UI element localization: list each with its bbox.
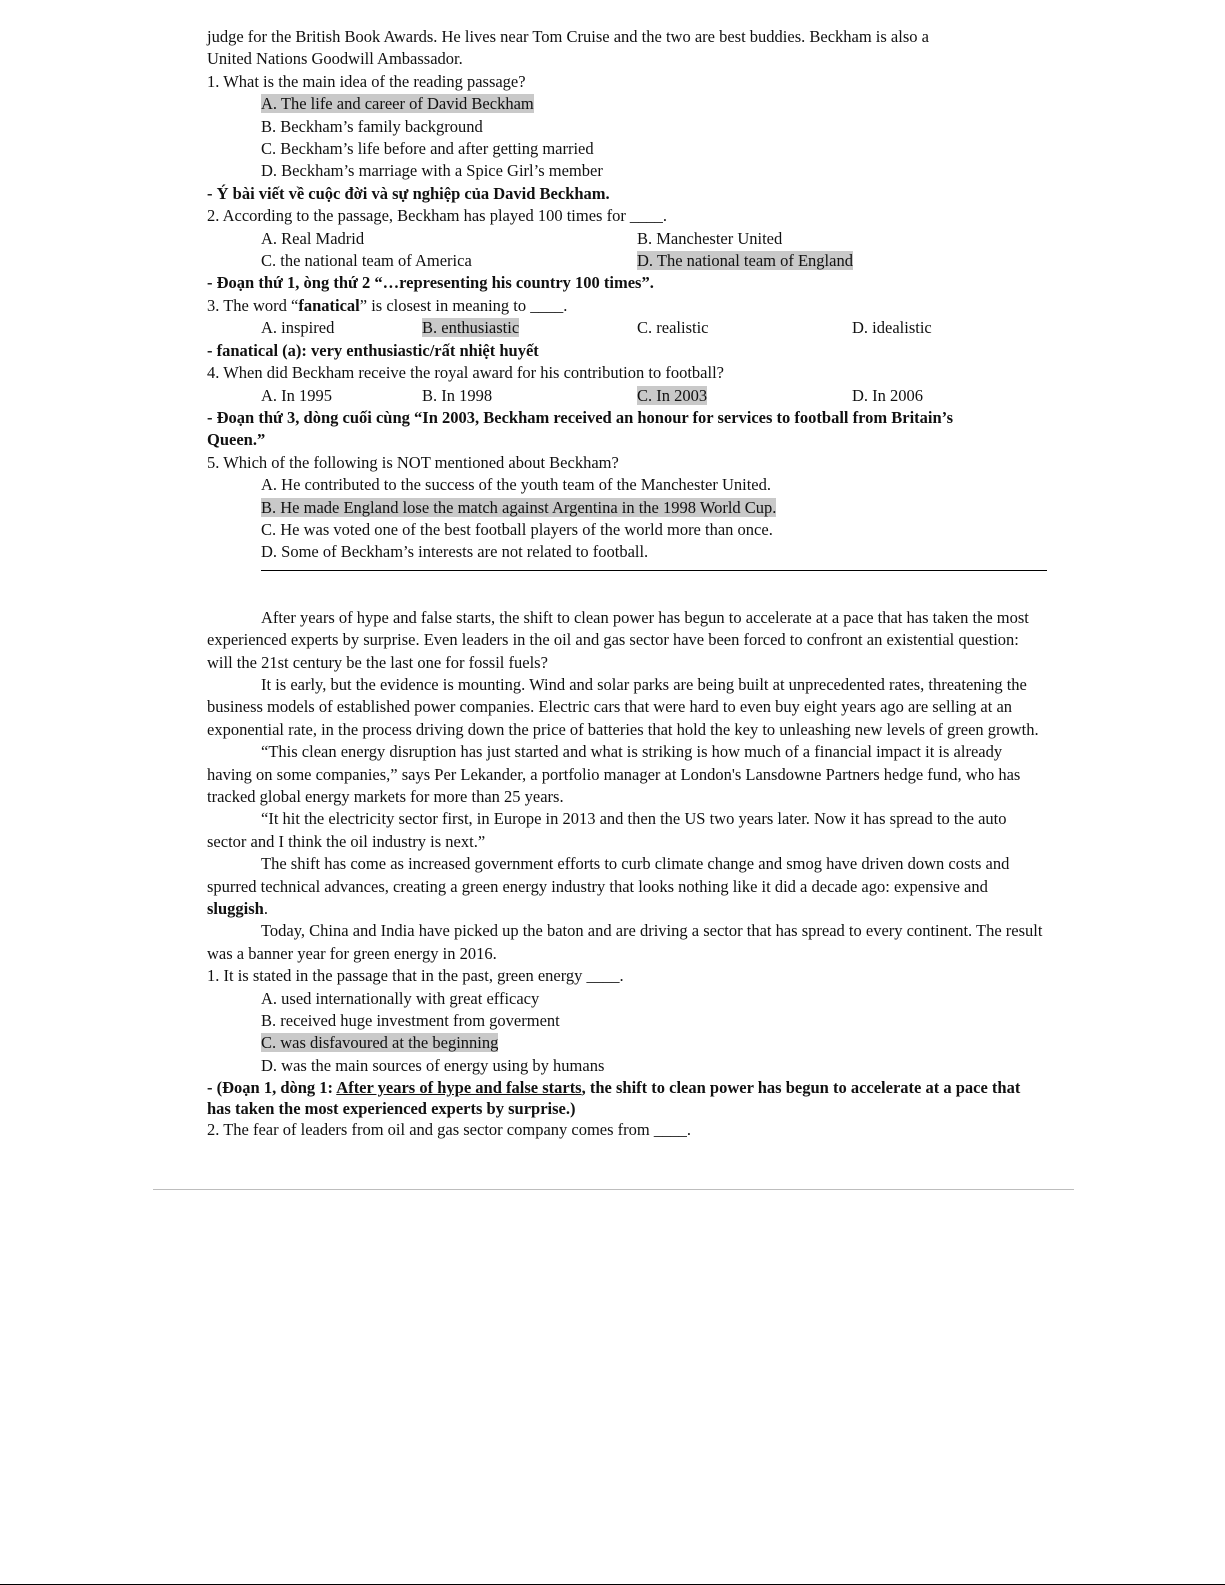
option-b[interactable] [207,497,1047,519]
answer-highlight: B. enthusiastic [422,318,520,338]
passage1-line: United Nations Goodwill Ambassador. [207,49,463,69]
page-bottom-divider [153,1189,1074,1190]
document-page [207,26,1047,1142]
option-d[interactable]: D. In 2006 [852,385,924,405]
option-c[interactable] [207,1032,1047,1054]
paragraph: “This clean energy disruption has just started and what is striking is how much of a financial impact it is already having on some companies,” says Per Lekander, a portfolio manager at London's Lansdowne Partners hedge fund, who has tracked global energy markets for more than 25 years. [207,742,1021,806]
option-a[interactable]: A. inspired [261,318,335,338]
option-b[interactable]: B. In 1998 [422,385,493,405]
explanation: - (Đoạn 1, dòng 1: After years of hype and false starts, the shift to clean power has begun to accelerate at a pace that has taken the most experienced experts by surprise.) [207,1078,1021,1119]
option-d[interactable]: D. was the main sources of energy using by humans [261,1055,605,1075]
explanation: - Ý bài viết về cuộc đời và sự nghiệp của David Beckham. [207,183,610,203]
option-b[interactable] [422,317,637,339]
option-d[interactable]: D. idealistic [852,318,932,338]
options-row [207,250,1047,272]
paragraph: After years of hype and false starts, the shift to clean power has begun to accelerate at a pace that has taken the most experienced experts by surprise. Even leaders in the oil and gas sector have been forced to confront an existential question: will the 21st century be the last one for fossil fuels? [207,607,1029,672]
question-2: 2. According to the passage, Beckham has played 100 times for ____. [207,206,668,226]
passage1-line: judge for the British Book Awards. He lives near Tom Cruise and the two are best buddies. Beckham is also a [207,27,929,46]
options-row [207,385,1047,407]
option-c[interactable]: C. realistic [637,318,709,338]
question-5: 5. Which of the following is NOT mentioned about Beckham? [207,452,619,472]
option-a[interactable]: A. He contributed to the success of the youth team of the Manchester United. [261,475,771,495]
answer-highlight: B. He made England lose the match against Argentina in the 1998 World Cup. [261,497,777,517]
quoted-text: After years of hype and false starts [336,1078,582,1098]
question-1: 1. What is the main idea of the reading passage? [207,71,526,91]
explanation: - fanatical (a): very enthusiastic/rất nhiệt huyết [207,340,539,360]
option-c[interactable]: C. the national team of America [261,251,472,271]
options-row [207,317,1047,339]
paragraph: “It hit the electricity sector first, in Europe in 2013 and then the US two years later. Now it has spread to the auto sector and I think the oil industry is next.” [207,809,1007,851]
option-d[interactable]: D. Some of Beckham’s interests are not related to football. [261,542,649,562]
option-b[interactable]: B. received huge investment from goverment [261,1011,560,1031]
answer-highlight: D. The national team of England [637,251,853,271]
keyword: fanatical [298,295,360,315]
option-a[interactable]: A. In 1995 [261,385,333,405]
option-d[interactable]: D. Beckham’s marriage with a Spice Girl’s member [261,161,603,181]
option-a[interactable]: A. used internationally with great efficacy [261,988,540,1008]
section-divider [261,564,1047,571]
option-c[interactable] [637,385,852,407]
option-d[interactable] [637,250,853,272]
explanation: - Đoạn thứ 1, òng thứ 2 “…representing his country 100 times”. [207,273,654,293]
question-3: 3. The word “fanatical” is closest in meaning to ____. [207,295,568,315]
answer-highlight: C. was disfavoured at the beginning [261,1033,499,1053]
option-b[interactable]: B. Beckham’s family background [261,116,483,136]
options-row [207,228,1047,250]
paragraph: Today, China and India have picked up the baton and are driving a sector that has spread to every continent. The result was a banner year for green energy in 2016. [207,921,1043,963]
option-a[interactable] [207,93,1047,115]
paragraph: It is early, but the evidence is mounting. Wind and solar parks are being built at unprecedented rates, threatening the business models of established power companies. Electric cars that were hard to even buy eight years ago are selling at an exponential rate, in the process driving down the price of batteries that hold the key to unleashing new levels of green growth. [207,674,1039,739]
option-b[interactable]: B. Manchester United [637,228,783,248]
paragraph: The shift has come as increased government efforts to curb climate change and smog have driven down costs and spurred technical advances, creating a green energy industry that looks nothing like it did a decade ago: expensive and sluggish. [207,854,1010,919]
option-c[interactable]: C. Beckham’s life before and after getting married [261,139,594,159]
keyword: sluggish [207,899,264,919]
question-4: 4. When did Beckham receive the royal award for his contribution to football? [207,363,724,383]
question-7: 2. The fear of leaders from oil and gas sector company comes from ____. [207,1120,691,1140]
explanation: Queen.” [207,430,266,450]
answer-highlight: A. The life and career of David Beckham [261,94,534,114]
question-6: 1. It is stated in the passage that in the past, green energy ____. [207,966,624,986]
option-a[interactable]: A. Real Madrid [261,228,365,248]
explanation: - Đoạn thứ 3, dòng cuối cùng “In 2003, Beckham received an honour for services to football from Britain’s [207,407,953,427]
option-c[interactable]: C. He was voted one of the best football players of the world more than once. [261,519,773,539]
answer-highlight: C. In 2003 [637,385,708,405]
